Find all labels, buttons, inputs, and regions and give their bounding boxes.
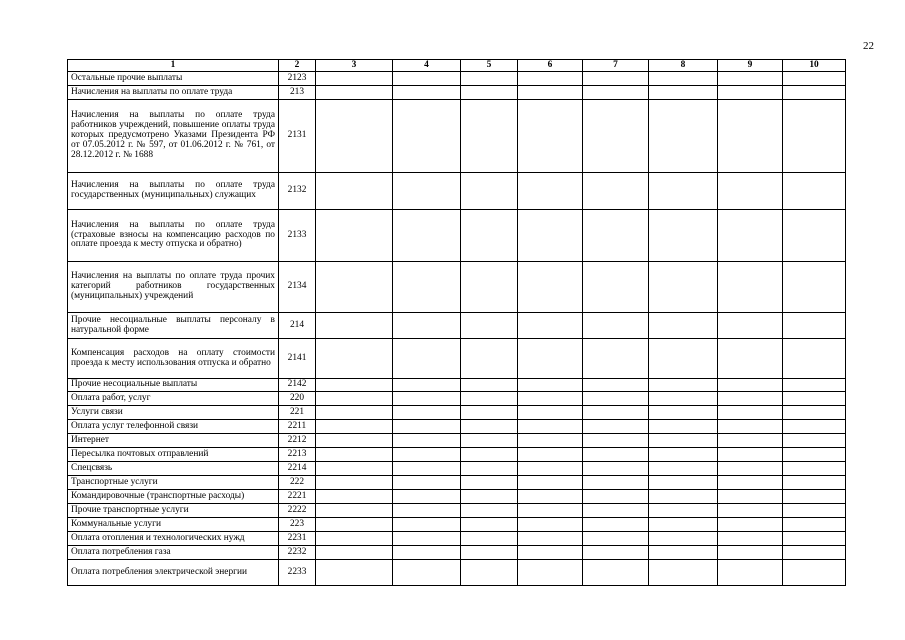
table-row	[68, 313, 846, 339]
table-row	[68, 560, 846, 586]
empty-cell	[316, 420, 393, 434]
empty-cell	[316, 532, 393, 546]
empty-cell	[461, 504, 518, 518]
table-row	[68, 210, 846, 262]
empty-cell	[718, 448, 783, 462]
empty-cell	[649, 462, 718, 476]
row-code: 223	[279, 518, 316, 532]
row-name: Остальные прочие выплаты	[68, 72, 279, 86]
table-row	[68, 434, 846, 448]
empty-cell	[518, 518, 583, 532]
row-code: 2221	[279, 490, 316, 504]
empty-cell	[649, 532, 718, 546]
empty-cell	[649, 420, 718, 434]
empty-cell	[316, 518, 393, 532]
empty-cell	[718, 504, 783, 518]
row-name: Оплата работ, услуг	[68, 392, 279, 406]
empty-cell	[583, 406, 649, 420]
row-name: Командировочные (транспортные расходы)	[68, 490, 279, 504]
row-code: 213	[279, 86, 316, 100]
empty-cell	[461, 476, 518, 490]
empty-cell	[783, 72, 846, 86]
empty-cell	[461, 518, 518, 532]
empty-cell	[718, 392, 783, 406]
empty-cell	[783, 392, 846, 406]
empty-cell	[583, 392, 649, 406]
empty-cell	[718, 546, 783, 560]
empty-cell	[461, 86, 518, 100]
row-code: 2233	[279, 560, 316, 586]
empty-cell	[583, 100, 649, 173]
empty-cell	[583, 546, 649, 560]
empty-cell	[518, 532, 583, 546]
empty-cell	[649, 173, 718, 210]
empty-cell	[718, 518, 783, 532]
table-row	[68, 476, 846, 490]
empty-cell	[583, 173, 649, 210]
empty-cell	[461, 448, 518, 462]
empty-cell	[649, 448, 718, 462]
empty-cell	[393, 476, 461, 490]
empty-cell	[316, 86, 393, 100]
empty-cell	[461, 262, 518, 313]
row-code: 222	[279, 476, 316, 490]
empty-cell	[783, 448, 846, 462]
empty-cell	[649, 392, 718, 406]
empty-cell	[393, 546, 461, 560]
row-name: Оплата потребления электрической энергии	[68, 560, 279, 586]
empty-cell	[649, 72, 718, 86]
empty-cell	[461, 406, 518, 420]
row-name: Начисления на выплаты по оплате труда работников учреждений, повышение оплаты труда которых предусмотрено Указами Президента РФ от 07.05.2012 г. № 597, от 01.06.2012 г. № 761, от 28.12.2012 г. № 1688	[68, 100, 279, 173]
empty-cell	[461, 462, 518, 476]
empty-cell	[518, 379, 583, 392]
table-row	[68, 462, 846, 476]
empty-cell	[393, 392, 461, 406]
row-name: Прочие несоциальные выплаты персоналу в натуральной форме	[68, 313, 279, 339]
row-code: 2222	[279, 504, 316, 518]
empty-cell	[583, 379, 649, 392]
empty-cell	[583, 448, 649, 462]
column-header: 2	[279, 60, 316, 72]
empty-cell	[649, 518, 718, 532]
table-row	[68, 86, 846, 100]
empty-cell	[518, 406, 583, 420]
empty-cell	[461, 210, 518, 262]
empty-cell	[316, 392, 393, 406]
table-row	[68, 379, 846, 392]
table-header-row	[68, 60, 846, 72]
table-row	[68, 518, 846, 532]
empty-cell	[783, 210, 846, 262]
empty-cell	[518, 546, 583, 560]
empty-cell	[461, 532, 518, 546]
empty-cell	[783, 262, 846, 313]
empty-cell	[718, 100, 783, 173]
table-row	[68, 392, 846, 406]
empty-cell	[393, 262, 461, 313]
empty-cell	[518, 476, 583, 490]
empty-cell	[649, 476, 718, 490]
empty-cell	[518, 72, 583, 86]
empty-cell	[718, 262, 783, 313]
empty-cell	[783, 532, 846, 546]
empty-cell	[518, 100, 583, 173]
empty-cell	[316, 72, 393, 86]
empty-cell	[649, 434, 718, 448]
empty-cell	[783, 420, 846, 434]
empty-cell	[393, 72, 461, 86]
empty-cell	[316, 560, 393, 586]
empty-cell	[518, 262, 583, 313]
empty-cell	[518, 504, 583, 518]
empty-cell	[718, 173, 783, 210]
empty-cell	[583, 210, 649, 262]
empty-cell	[649, 100, 718, 173]
empty-cell	[316, 546, 393, 560]
empty-cell	[649, 86, 718, 100]
row-name: Оплата услуг телефонной связи	[68, 420, 279, 434]
empty-cell	[583, 434, 649, 448]
empty-cell	[718, 339, 783, 379]
empty-cell	[649, 504, 718, 518]
row-name: Коммунальные услуги	[68, 518, 279, 532]
row-code: 220	[279, 392, 316, 406]
empty-cell	[461, 434, 518, 448]
row-code: 2214	[279, 462, 316, 476]
empty-cell	[649, 339, 718, 379]
empty-cell	[316, 434, 393, 448]
table-row	[68, 262, 846, 313]
row-name: Начисления на выплаты по оплате труда государственных (муниципальных) служащих	[68, 173, 279, 210]
empty-cell	[718, 72, 783, 86]
row-code: 2211	[279, 420, 316, 434]
empty-cell	[649, 210, 718, 262]
empty-cell	[316, 476, 393, 490]
empty-cell	[316, 262, 393, 313]
empty-cell	[461, 546, 518, 560]
table-row	[68, 504, 846, 518]
empty-cell	[783, 462, 846, 476]
empty-cell	[718, 490, 783, 504]
empty-cell	[583, 532, 649, 546]
empty-cell	[783, 504, 846, 518]
budget-table	[67, 59, 846, 586]
empty-cell	[316, 406, 393, 420]
row-code: 214	[279, 313, 316, 339]
empty-cell	[316, 379, 393, 392]
empty-cell	[393, 518, 461, 532]
empty-cell	[583, 313, 649, 339]
row-name: Интернет	[68, 434, 279, 448]
empty-cell	[518, 448, 583, 462]
empty-cell	[583, 462, 649, 476]
table-row	[68, 420, 846, 434]
table-row	[68, 448, 846, 462]
empty-cell	[461, 392, 518, 406]
empty-cell	[518, 210, 583, 262]
table-row	[68, 546, 846, 560]
empty-cell	[518, 313, 583, 339]
empty-cell	[518, 392, 583, 406]
empty-cell	[718, 476, 783, 490]
row-name: Оплата отопления и технологических нужд	[68, 532, 279, 546]
empty-cell	[583, 339, 649, 379]
empty-cell	[583, 262, 649, 313]
table-row	[68, 173, 846, 210]
empty-cell	[316, 448, 393, 462]
empty-cell	[583, 86, 649, 100]
empty-cell	[316, 504, 393, 518]
empty-cell	[783, 476, 846, 490]
empty-cell	[649, 546, 718, 560]
empty-cell	[393, 86, 461, 100]
table-row	[68, 490, 846, 504]
row-code: 2132	[279, 173, 316, 210]
row-name: Оплата потребления газа	[68, 546, 279, 560]
empty-cell	[718, 313, 783, 339]
empty-cell	[649, 313, 718, 339]
empty-cell	[393, 173, 461, 210]
column-header: 5	[461, 60, 518, 72]
empty-cell	[393, 210, 461, 262]
empty-cell	[583, 560, 649, 586]
row-code: 2131	[279, 100, 316, 173]
empty-cell	[718, 434, 783, 448]
row-name: Транспортные услуги	[68, 476, 279, 490]
empty-cell	[393, 406, 461, 420]
page-number: 22	[863, 40, 874, 52]
row-name: Компенсация расходов на оплату стоимости проезда к месту использования отпуска и обратно	[68, 339, 279, 379]
empty-cell	[649, 262, 718, 313]
empty-cell	[518, 434, 583, 448]
row-name: Спецсвязь	[68, 462, 279, 476]
row-code: 2142	[279, 379, 316, 392]
empty-cell	[461, 72, 518, 86]
column-header: 3	[316, 60, 393, 72]
empty-cell	[718, 210, 783, 262]
empty-cell	[518, 339, 583, 379]
row-code: 2213	[279, 448, 316, 462]
row-name: Услуги связи	[68, 406, 279, 420]
empty-cell	[649, 379, 718, 392]
empty-cell	[316, 462, 393, 476]
empty-cell	[783, 518, 846, 532]
empty-cell	[783, 86, 846, 100]
empty-cell	[783, 379, 846, 392]
empty-cell	[783, 339, 846, 379]
empty-cell	[783, 173, 846, 210]
row-name: Прочие транспортные услуги	[68, 504, 279, 518]
empty-cell	[393, 420, 461, 434]
empty-cell	[583, 420, 649, 434]
row-code: 2232	[279, 546, 316, 560]
empty-cell	[783, 546, 846, 560]
empty-cell	[649, 560, 718, 586]
empty-cell	[393, 504, 461, 518]
empty-cell	[718, 406, 783, 420]
empty-cell	[393, 434, 461, 448]
empty-cell	[783, 560, 846, 586]
empty-cell	[718, 560, 783, 586]
empty-cell	[783, 406, 846, 420]
empty-cell	[518, 420, 583, 434]
column-header: 10	[783, 60, 846, 72]
empty-cell	[718, 420, 783, 434]
empty-cell	[461, 490, 518, 504]
row-name: Начисления на выплаты по оплате труда прочих категорий работников государственных (муниципальных) учреждений	[68, 262, 279, 313]
row-code: 2231	[279, 532, 316, 546]
column-header: 4	[393, 60, 461, 72]
empty-cell	[393, 100, 461, 173]
empty-cell	[583, 476, 649, 490]
empty-cell	[393, 490, 461, 504]
empty-cell	[316, 173, 393, 210]
empty-cell	[316, 490, 393, 504]
table-row	[68, 100, 846, 173]
empty-cell	[649, 406, 718, 420]
empty-cell	[461, 100, 518, 173]
empty-cell	[461, 420, 518, 434]
empty-cell	[518, 490, 583, 504]
row-name: Прочие несоциальные выплаты	[68, 379, 279, 392]
empty-cell	[583, 72, 649, 86]
empty-cell	[518, 86, 583, 100]
empty-cell	[316, 339, 393, 379]
column-header: 1	[68, 60, 279, 72]
empty-cell	[316, 210, 393, 262]
empty-cell	[316, 100, 393, 173]
empty-cell	[518, 560, 583, 586]
empty-cell	[718, 532, 783, 546]
row-code: 2123	[279, 72, 316, 86]
row-name: Начисления на выплаты по оплате труда (страховые взносы на компенсацию расходов по оплате проезда к месту отпуска и обратно)	[68, 210, 279, 262]
column-header: 8	[649, 60, 718, 72]
empty-cell	[583, 518, 649, 532]
row-name: Пересылка почтовых отправлений	[68, 448, 279, 462]
table-row	[68, 532, 846, 546]
table-row	[68, 339, 846, 379]
empty-cell	[649, 490, 718, 504]
empty-cell	[718, 86, 783, 100]
empty-cell	[393, 532, 461, 546]
empty-cell	[718, 462, 783, 476]
empty-cell	[718, 379, 783, 392]
empty-cell	[461, 379, 518, 392]
row-code: 2134	[279, 262, 316, 313]
row-code: 2212	[279, 434, 316, 448]
empty-cell	[461, 173, 518, 210]
empty-cell	[316, 313, 393, 339]
empty-cell	[783, 434, 846, 448]
row-code: 221	[279, 406, 316, 420]
column-header: 6	[518, 60, 583, 72]
empty-cell	[783, 100, 846, 173]
empty-cell	[393, 560, 461, 586]
empty-cell	[583, 490, 649, 504]
empty-cell	[783, 490, 846, 504]
empty-cell	[461, 313, 518, 339]
column-header: 7	[583, 60, 649, 72]
empty-cell	[393, 448, 461, 462]
row-code: 2141	[279, 339, 316, 379]
row-code: 2133	[279, 210, 316, 262]
empty-cell	[461, 560, 518, 586]
empty-cell	[393, 462, 461, 476]
table-row	[68, 406, 846, 420]
row-name: Начисления на выплаты по оплате труда	[68, 86, 279, 100]
empty-cell	[518, 173, 583, 210]
column-header: 9	[718, 60, 783, 72]
empty-cell	[783, 313, 846, 339]
empty-cell	[461, 339, 518, 379]
empty-cell	[393, 339, 461, 379]
empty-cell	[393, 313, 461, 339]
empty-cell	[393, 379, 461, 392]
table-row	[68, 72, 846, 86]
empty-cell	[518, 462, 583, 476]
empty-cell	[583, 504, 649, 518]
